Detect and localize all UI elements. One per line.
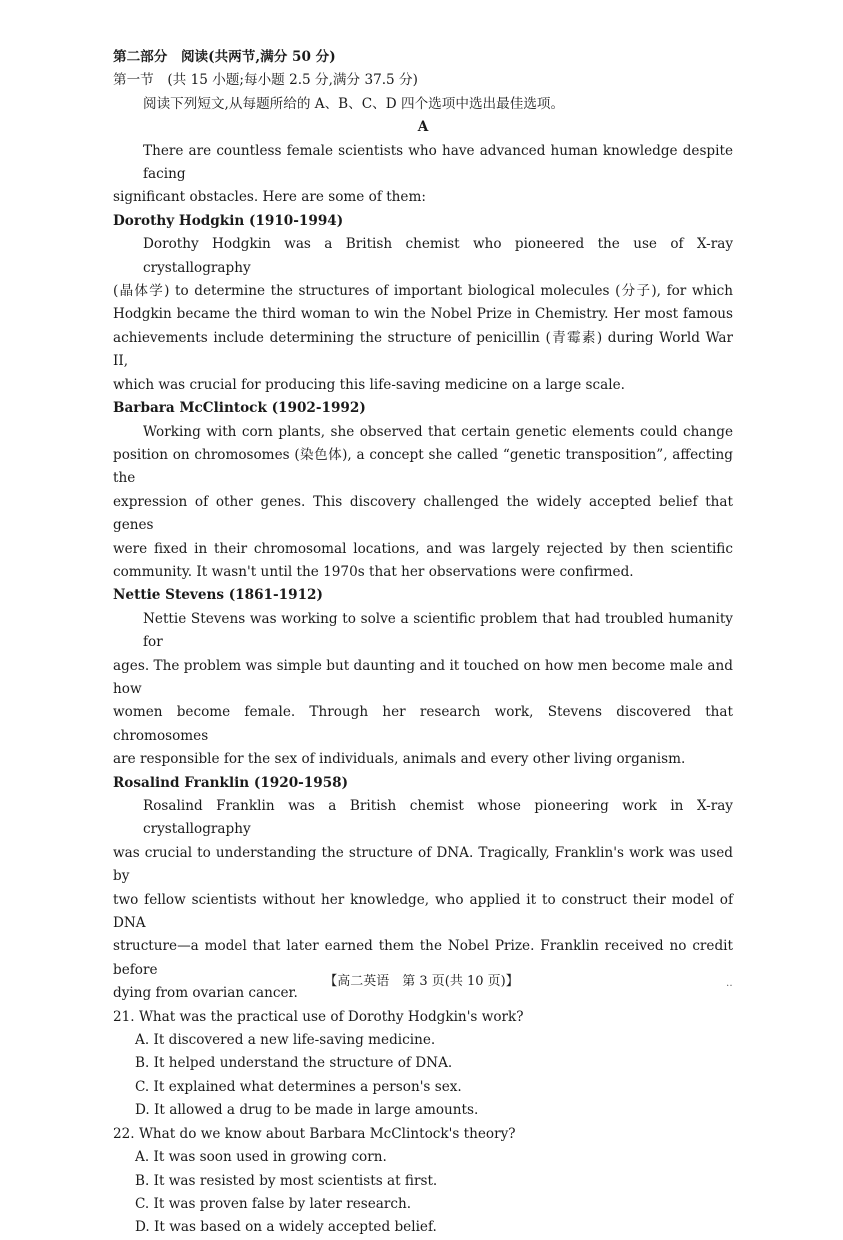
bio-title: Nettie Stevens (1861-1912) xyxy=(113,587,323,604)
bio-mcclintock xyxy=(113,397,733,584)
bio-title: Rosalind Franklin (1920-1958) xyxy=(113,774,349,791)
answer-option: A. It was soon used in growing corn. xyxy=(135,1149,387,1166)
paragraph-line: community. It wasn't until the 1970s that her observations were confirmed. xyxy=(113,563,634,580)
paragraph-line: women become female. Through her research work, Stevens discovered that chromosomes xyxy=(113,704,733,744)
paragraph-line: ages. The problem was simple but daunting and it touched on how men become male and how xyxy=(113,657,733,697)
bio-hodgkin xyxy=(113,210,733,397)
instruction-text: 阅读下列短文,从每题所给的 A、B、C、D 四个选项中选出最佳选项。 xyxy=(143,95,565,112)
bio-title: Barbara McClintock (1902-1992) xyxy=(113,400,366,417)
footer-mark: ‥ xyxy=(726,978,733,989)
answer-option: D. It was based on a widely accepted belief. xyxy=(135,1219,437,1236)
answer-option: B. It helped understand the structure of DNA. xyxy=(135,1055,453,1072)
paragraph-line: (晶体学) to determine the structures of important biological molecules (分子), for which xyxy=(113,283,733,300)
paragraph-line: dying from ovarian cancer. xyxy=(113,985,298,1002)
paragraph-line: were fixed in their chromosomal locations, and was largely rejected by then scientific xyxy=(113,540,733,557)
paragraph-line: are responsible for the sex of individuals, animals and every other living organism. xyxy=(113,751,686,768)
answer-option: C. It was proven false by later research. xyxy=(135,1195,412,1212)
paragraph-line: Nettie Stevens was working to solve a scientific problem that had troubled humanity for xyxy=(143,610,733,651)
paragraph-line: Hodgkin became the third woman to win the Nobel Prize in Chemistry. Her most famous xyxy=(113,306,733,323)
paragraph-line: two fellow scientists without her knowledge, who applied it to construct their model of DNA xyxy=(113,891,733,932)
paragraph-line: structure—a model that later earned them the Nobel Prize. Franklin received no credit before xyxy=(113,938,733,978)
paragraph-line: was crucial to understanding the structure of DNA. Tragically, Franklin's work was used by xyxy=(113,844,733,885)
answer-option: B. It was resisted by most scientists at first. xyxy=(135,1172,438,1189)
question-21 xyxy=(113,1006,733,1123)
page-footer: 【高二英语 第 3 页(共 10 页)】 xyxy=(324,974,519,989)
part-heading: 第二部分 阅读(共两节,满分 50 分) xyxy=(113,49,336,65)
question-stem: 21. What was the practical use of Dorothy Hodgkin's work? xyxy=(113,1008,524,1025)
paragraph-line: There are countless female scientists who have advanced human knowledge despite facing xyxy=(143,142,733,183)
paragraph-line: Working with corn plants, she observed that certain genetic elements could change xyxy=(143,423,733,440)
paragraph-line: position on chromosomes (染色体), a concept she called “genetic transposition”, affecting the xyxy=(113,446,733,487)
bio-stevens xyxy=(113,584,733,771)
answer-option: C. It explained what determines a person's sex. xyxy=(135,1078,462,1095)
question-stem: 22. What do we know about Barbara McClintock's theory? xyxy=(113,1125,516,1142)
question-22 xyxy=(113,1123,733,1240)
paragraph-line: which was crucial for producing this life-saving medicine on a large scale. xyxy=(113,376,625,393)
passage-letter: A xyxy=(417,119,429,136)
intro-paragraph xyxy=(113,140,733,210)
section-heading: 第一节 (共 15 小题;每小题 2.5 分,满分 37.5 分) xyxy=(113,72,418,89)
paragraph-line: significant obstacles. Here are some of them: xyxy=(113,189,426,206)
document-page xyxy=(113,46,733,1240)
paragraph-line: Dorothy Hodgkin was a British chemist who pioneered the use of X-ray crystallography xyxy=(143,236,733,276)
answer-option: A. It discovered a new life-saving medicine. xyxy=(135,1032,436,1049)
paragraph-line: expression of other genes. This discovery challenged the widely accepted belief that genes xyxy=(113,493,733,534)
bio-title: Dorothy Hodgkin (1910-1994) xyxy=(113,212,344,229)
answer-option: D. It allowed a drug to be made in large amounts. xyxy=(135,1102,479,1119)
paragraph-line: Rosalind Franklin was a British chemist whose pioneering work in X-ray crystallography xyxy=(143,798,733,838)
paragraph-line: achievements include determining the structure of penicillin (青霉素) during World War II, xyxy=(113,329,733,370)
